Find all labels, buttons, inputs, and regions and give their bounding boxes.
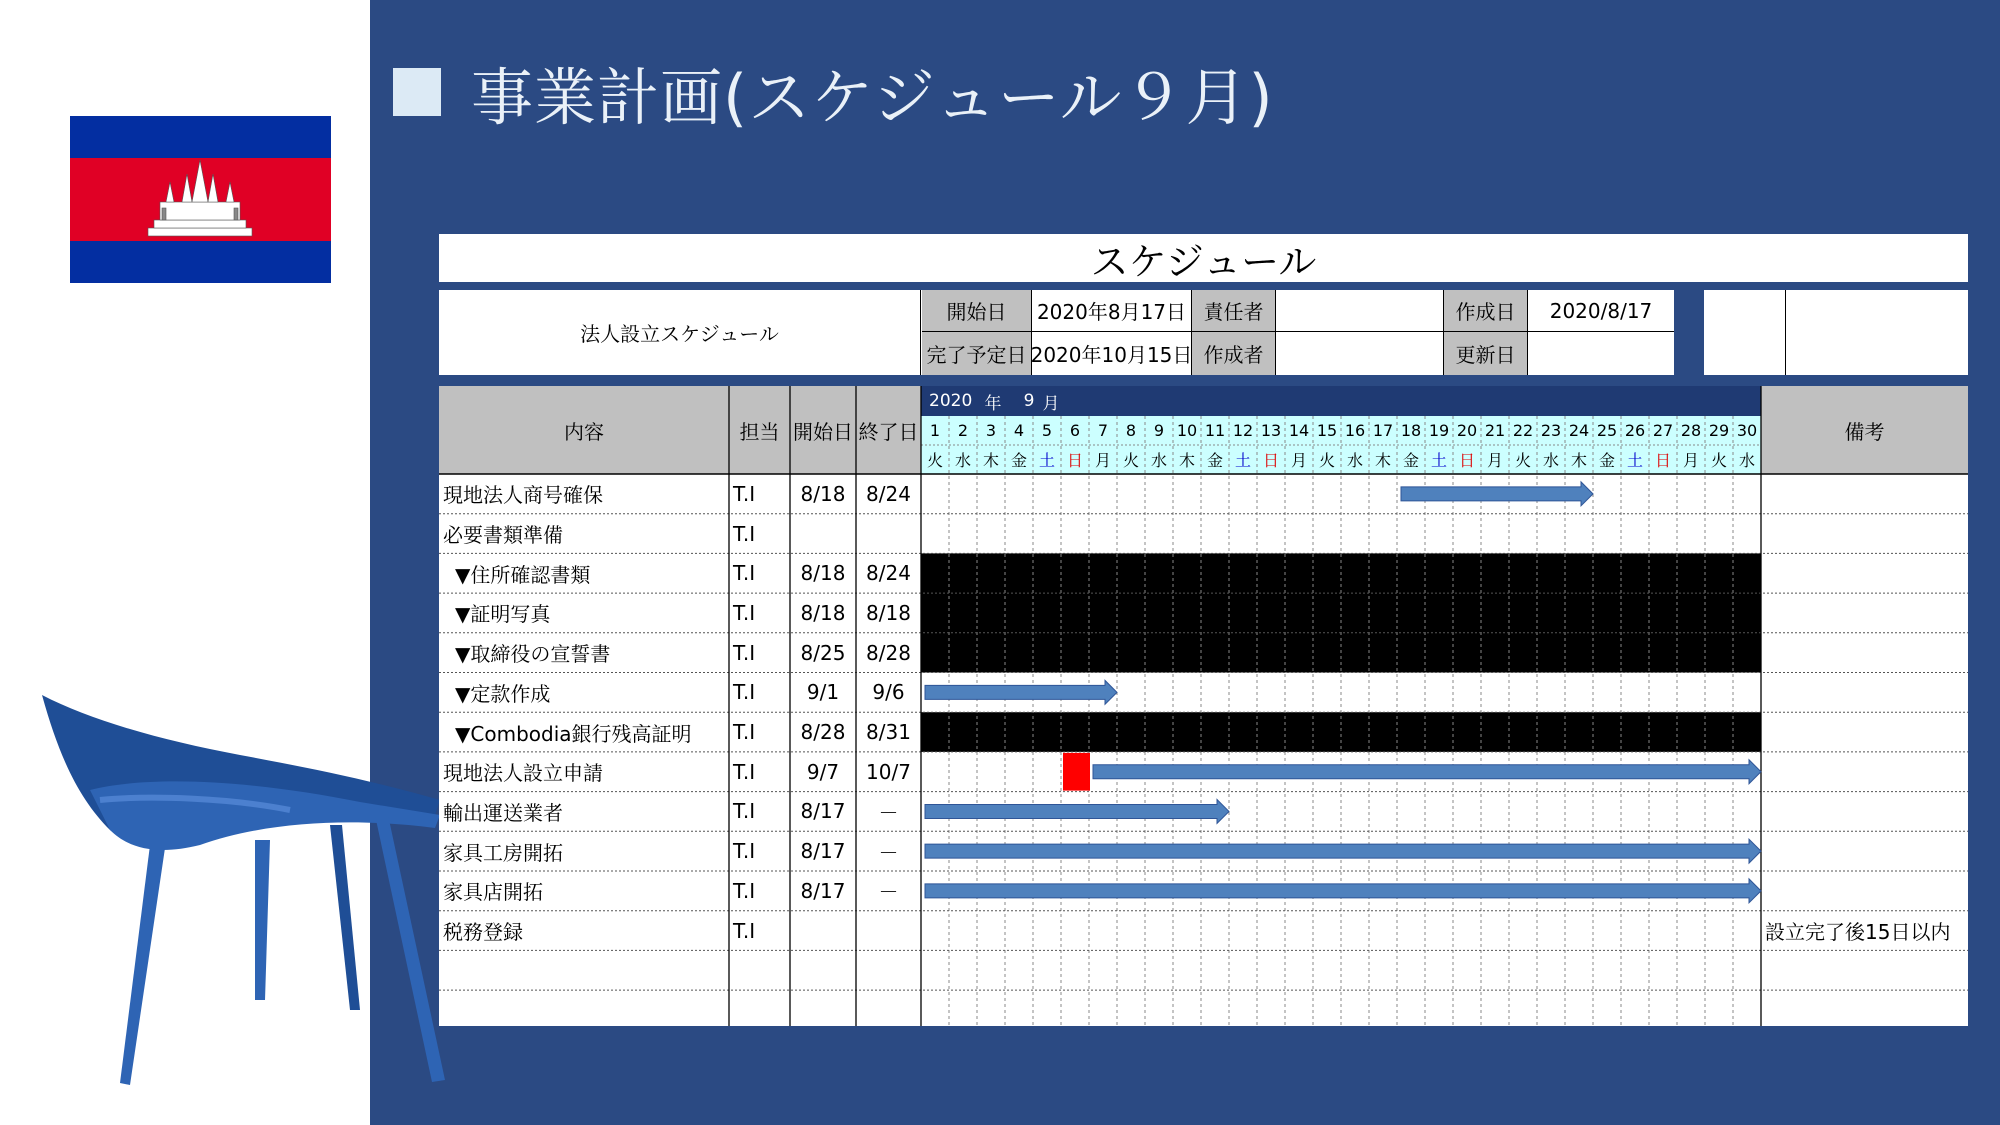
gantt-arrow-5 (925, 879, 1761, 903)
gantt-arrow-2 (1093, 760, 1761, 784)
gantt-arrow-4 (925, 839, 1761, 863)
day-number-9: 9 (1153, 421, 1165, 440)
day-number-22: 22 (1512, 421, 1534, 440)
task-notes (1761, 831, 1972, 871)
task-notes: 設立完了後15日以内 (1765, 920, 1951, 945)
task-name: ▼取締役の宣誓書 (455, 642, 611, 667)
weekday-26: 土 (1626, 451, 1643, 470)
weekday-25: 金 (1598, 451, 1615, 470)
gantt-arrow-3 (925, 799, 1229, 823)
day-number-13: 13 (1260, 421, 1282, 440)
task-name: 現地法人商号確保 (443, 483, 603, 508)
task-name: 家具店開拓 (443, 880, 543, 905)
task-end: 8/31 (866, 720, 911, 745)
updated-value (1528, 332, 1674, 375)
weekday-28: 月 (1682, 451, 1699, 470)
day-number-19: 19 (1428, 421, 1450, 440)
task-owner: T.I (733, 521, 756, 546)
task-owner: T.I (733, 481, 756, 506)
task-name: ▼住所確認書類 (455, 562, 591, 587)
gantt-arrow-0 (1401, 482, 1593, 506)
task-start: 8/28 (800, 720, 846, 745)
slide-title-text: 事業計画(スケジュール９月) (471, 60, 1274, 134)
day-number-20: 20 (1456, 421, 1478, 440)
task-name: 家具工房開拓 (443, 840, 563, 865)
end-date-value: 2020年10月15日 (1032, 332, 1192, 375)
weekday-19: 土 (1430, 451, 1447, 470)
weekday-21: 月 (1486, 451, 1503, 470)
blue-chair-illustration (30, 680, 450, 1100)
task-owner: T.I (733, 839, 756, 864)
task-owner: T.I (733, 878, 756, 903)
header-month-unit: 月 (1042, 393, 1060, 414)
task-end: 10/7 (866, 759, 911, 784)
day-number-12: 12 (1232, 421, 1254, 440)
blackout-block-0 (921, 553, 1761, 672)
task-owner: T.I (733, 600, 756, 625)
day-number-28: 28 (1680, 421, 1702, 440)
weekday-13: 日 (1262, 451, 1279, 470)
day-number-2: 2 (957, 421, 969, 440)
slide-title (393, 52, 1274, 132)
task-owner: T.I (733, 720, 756, 745)
task-start: 8/18 (800, 600, 846, 625)
day-number-26: 26 (1624, 421, 1646, 440)
weekday-20: 日 (1458, 451, 1475, 470)
task-owner: T.I (733, 561, 756, 586)
weekday-3: 木 (982, 451, 999, 470)
task-start: 8/17 (800, 799, 846, 824)
task-notes (1761, 712, 1972, 752)
task-owner: T.I (733, 640, 756, 665)
weekday-2: 水 (954, 451, 971, 470)
task-name: ▼Combodia銀行残高証明 (455, 721, 692, 746)
task-name: 現地法人設立申請 (443, 761, 603, 786)
task-notes (1761, 633, 1972, 673)
day-number-15: 15 (1316, 421, 1338, 440)
task-end: － (878, 880, 899, 905)
day-number-10: 10 (1176, 421, 1198, 440)
project-name: 法人設立スケジュール (439, 290, 921, 375)
weekday-12: 土 (1234, 451, 1251, 470)
day-number-14: 14 (1288, 421, 1310, 440)
task-end: 8/28 (866, 640, 911, 665)
weekday-23: 水 (1542, 451, 1559, 470)
header-month: 9 (1023, 391, 1035, 411)
task-start: 8/25 (800, 640, 846, 665)
task-start: 8/18 (800, 561, 846, 586)
day-number-7: 7 (1097, 421, 1109, 440)
header-year-unit: 年 (984, 393, 1002, 414)
weekday-24: 木 (1570, 451, 1587, 470)
task-name: 必要書類準備 (443, 523, 563, 548)
weekday-18: 金 (1402, 451, 1419, 470)
task-start (790, 950, 856, 990)
cambodia-flag-icon (70, 116, 331, 283)
weekday-22: 火 (1514, 451, 1531, 470)
task-owner (729, 950, 794, 990)
task-start: 9/7 (806, 759, 840, 784)
header-start: 開始日 (793, 419, 853, 444)
weekday-27: 日 (1654, 451, 1671, 470)
weekday-4: 金 (1010, 451, 1027, 470)
task-name: ▼定款作成 (455, 681, 551, 706)
task-owner: T.I (733, 799, 756, 824)
gantt-marker (1063, 753, 1090, 791)
weekday-16: 水 (1346, 451, 1363, 470)
task-end: 8/24 (866, 561, 911, 586)
task-name: 税務登録 (443, 920, 523, 945)
weekday-7: 月 (1094, 451, 1111, 470)
created-label: 作成日 (1444, 290, 1528, 332)
day-number-18: 18 (1400, 421, 1422, 440)
task-end: － (878, 840, 899, 865)
weekday-5: 土 (1038, 451, 1055, 470)
task-start: 8/18 (800, 481, 846, 506)
header-content: 内容 (564, 419, 604, 444)
weekday-29: 火 (1710, 451, 1727, 470)
task-start: 8/17 (800, 839, 846, 864)
task-owner: T.I (733, 918, 756, 943)
task-name: 輸出運送業者 (443, 800, 563, 825)
task-start: 9/1 (806, 680, 840, 705)
day-number-25: 25 (1596, 421, 1618, 440)
day-number-1: 1 (929, 421, 941, 440)
task-end: 8/18 (866, 600, 911, 625)
task-end: 9/6 (872, 680, 905, 705)
task-notes (1761, 871, 1972, 911)
task-notes (1761, 792, 1972, 832)
schedule-table (439, 386, 1968, 1026)
task-notes (1761, 474, 1972, 514)
weekday-10: 木 (1178, 451, 1195, 470)
day-number-21: 21 (1484, 421, 1506, 440)
day-number-8: 8 (1125, 421, 1137, 440)
task-end (856, 911, 921, 951)
task-end (856, 514, 921, 554)
day-number-29: 29 (1708, 421, 1730, 440)
weekday-9: 水 (1150, 451, 1167, 470)
day-number-17: 17 (1372, 421, 1394, 440)
weekday-6: 日 (1066, 451, 1083, 470)
task-notes (1761, 950, 1972, 990)
weekday-14: 月 (1290, 451, 1307, 470)
task-start (790, 911, 856, 951)
day-number-5: 5 (1041, 421, 1053, 440)
title-square-bullet (393, 68, 441, 116)
day-number-4: 4 (1013, 421, 1025, 440)
day-number-24: 24 (1568, 421, 1590, 440)
header-notes: 備考 (1844, 419, 1885, 444)
weekday-1: 火 (926, 451, 943, 470)
weekday-15: 火 (1318, 451, 1335, 470)
start-date-label: 開始日 (922, 290, 1032, 332)
header-owner: 担当 (739, 419, 780, 444)
day-number-3: 3 (985, 421, 997, 440)
weekday-11: 金 (1206, 451, 1223, 470)
weekday-30: 水 (1738, 451, 1755, 470)
task-notes (1761, 514, 1972, 554)
task-start (790, 514, 856, 554)
task-end (856, 950, 921, 990)
header-end: 終了日 (858, 419, 919, 444)
author-label: 作成者 (1192, 332, 1276, 375)
schedule-info-box (439, 290, 1674, 375)
info-extra-box (1704, 290, 1968, 375)
gantt-arrow-1 (925, 680, 1117, 704)
task-owner: T.I (733, 680, 756, 705)
task-start: 8/17 (800, 878, 846, 903)
day-number-11: 11 (1204, 421, 1226, 440)
weekday-17: 木 (1374, 451, 1391, 470)
day-number-27: 27 (1652, 421, 1674, 440)
end-date-label: 完了予定日 (922, 332, 1032, 375)
day-number-6: 6 (1069, 421, 1081, 440)
responsible-label: 責任者 (1192, 290, 1276, 332)
author-value (1276, 332, 1444, 375)
schedule-title: スケジュール (439, 234, 1968, 282)
task-notes (1761, 593, 1972, 633)
task-name (439, 950, 733, 990)
day-number-30: 30 (1736, 421, 1758, 440)
task-end: － (878, 800, 899, 825)
task-notes (1761, 673, 1972, 713)
responsible-value (1276, 290, 1444, 332)
start-date-value: 2020年8月17日 (1032, 290, 1192, 332)
task-end: 8/24 (866, 481, 911, 506)
weekday-8: 火 (1122, 451, 1139, 470)
day-number-23: 23 (1540, 421, 1562, 440)
header-year: 2020 (929, 391, 973, 411)
task-notes (1761, 752, 1972, 792)
task-owner: T.I (733, 759, 756, 784)
task-name: ▼証明写真 (455, 602, 551, 627)
task-notes (1761, 553, 1972, 593)
day-number-16: 16 (1344, 421, 1366, 440)
created-value: 2020/8/17 (1528, 290, 1674, 332)
updated-label: 更新日 (1444, 332, 1528, 375)
